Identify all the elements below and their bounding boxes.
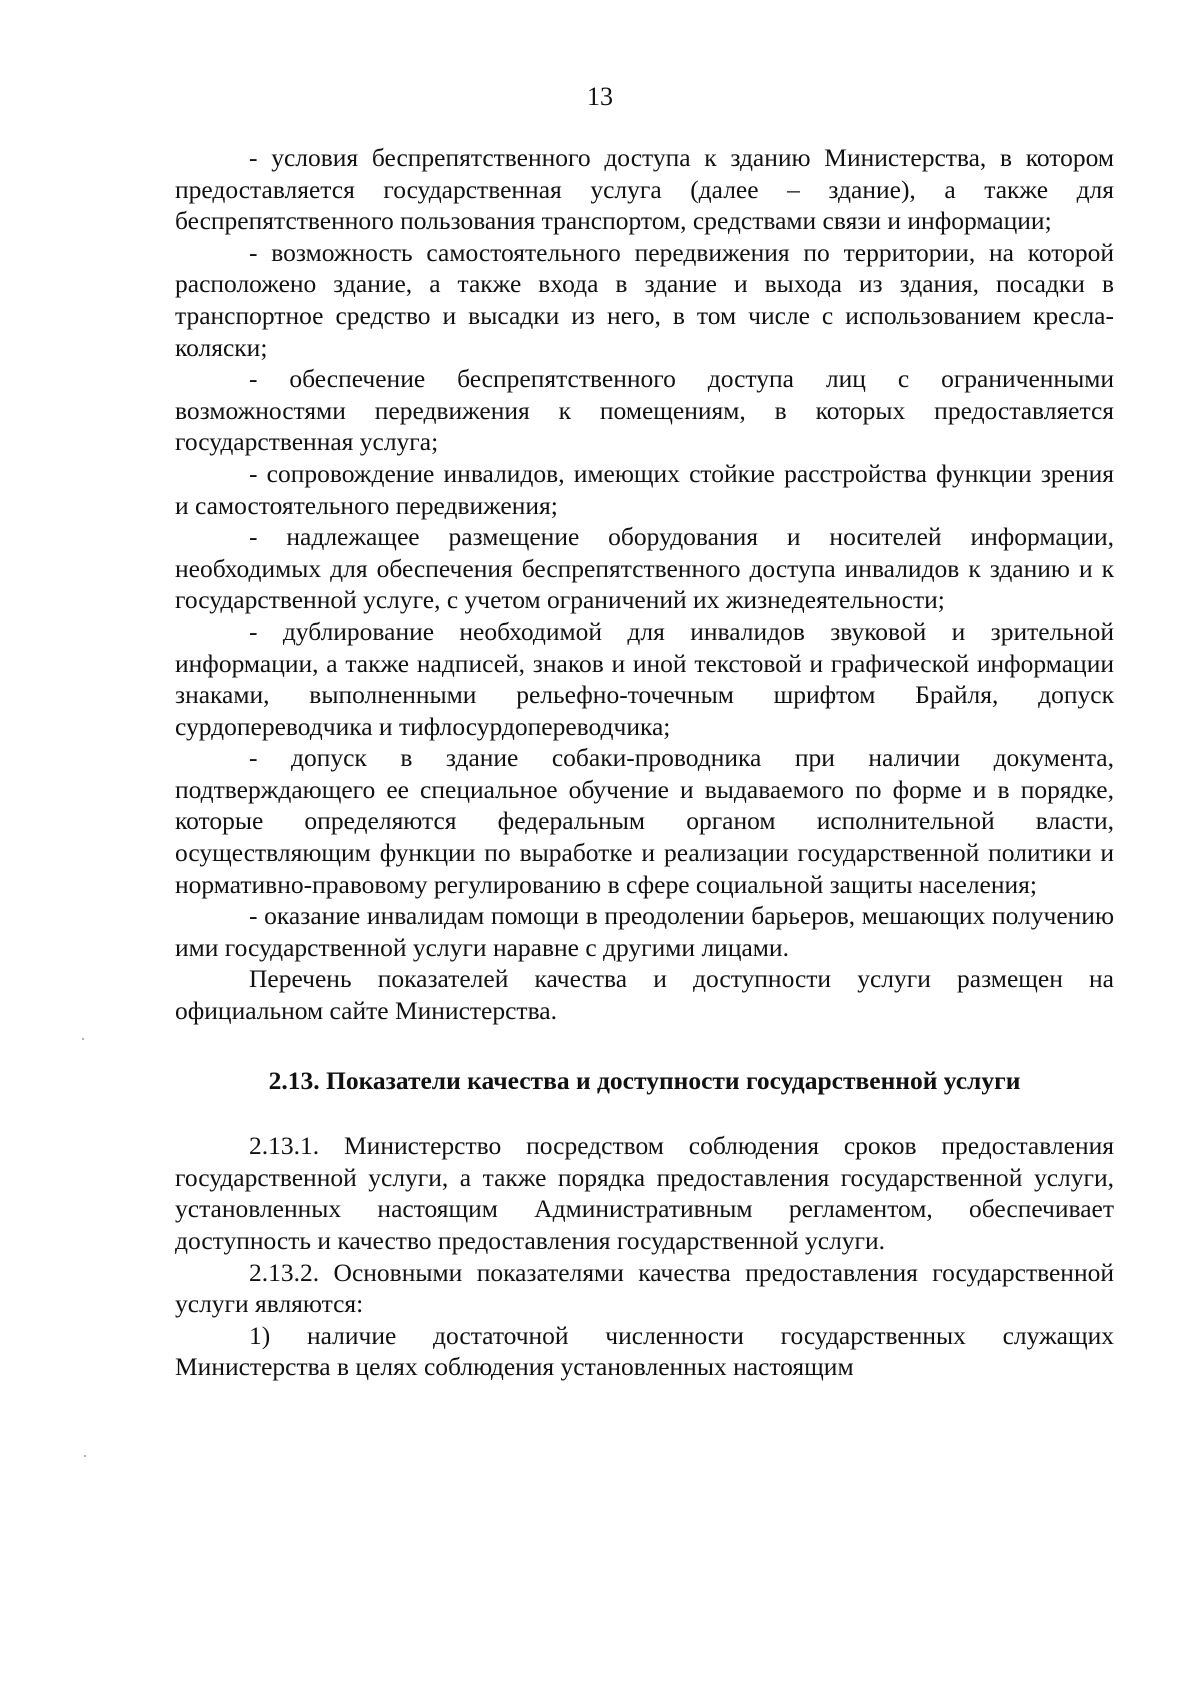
bullet-paragraph: - обеспечение беспрепятственного доступа лиц с ограниченными возможностями передвижения к помещениям, в которых предоставляется государственная услуга;: [175, 364, 1114, 457]
section-heading: 2.13. Показатели качества и доступности государственной услуги: [268, 1065, 1021, 1095]
bullet-paragraph: - надлежащее размещение оборудования и носителей информации, необходимых для обеспечения беспрепятственного доступа инвалидов к зданию и к государственной услуге, с учетом ограничений их жизнедеятельности;: [175, 522, 1114, 615]
scan-speck: [82, 1038, 84, 1040]
bullet-paragraph: - оказание инвалидам помощи в преодолении барьеров, мешающих получению ими государственной услуги наравне с другими лицами.: [175, 901, 1114, 962]
page-number: 13: [587, 82, 613, 111]
clause-paragraph: 2.13.1. Министерство посредством соблюдения сроков предоставления государственной услуги, а также порядка предоставления государственной услуги, установленных настоящим Административным регламентом, обеспечивает доступность и качество предоставления государственной услуги.: [175, 1131, 1114, 1255]
bullet-paragraph: - дублирование необходимой для инвалидов звуковой и зрительной информации, а также надписей, знаков и иной текстовой и графической информации знаками, выполненными рельефно-точечным шрифтом Брайля, допуск сурдопереводчика и тифлосурдопереводчика;: [175, 616, 1114, 741]
bullet-paragraph: - допуск в здание собаки-проводника при наличии документа, подтверждающего ее специальное обучение и выдаваемого по форме и в порядке, которые определяются федеральным органом исполнительной власти, осуществляющим функции по выработке и реализации государственной политики и нормативно-правовому регулированию в сфере социальной защиты населения;: [175, 743, 1114, 899]
bullet-paragraph: - сопровождение инвалидов, имеющих стойкие расстройства функции зрения и самостоятельного передвижения;: [175, 458, 1114, 520]
bullet-paragraph: - условия беспрепятственного доступа к зданию Министерства, в котором предоставляется государственная услуга (далее – здание), а также для беспрепятственного пользования транспортом, средствами связи и информации;: [175, 143, 1114, 236]
clause-paragraph: 2.13.2. Основными показателями качества предоставления государственной услуги являются:: [175, 1257, 1114, 1319]
list-item-paragraph: 1) наличие достаточной численности государственных служащих Министерства в целях соблюдения установленных настоящим: [175, 1320, 1114, 1382]
document-body: [175, 142, 1114, 1383]
body-paragraph: Перечень показателей качества и доступности услуги размещен на официальном сайте Министерства.: [175, 964, 1114, 1026]
bullet-paragraph: - возможность самостоятельного передвижения по территории, на которой расположено здание, а также входа в здание и выхода из здания, посадки в транспортное средство и высадки из него, в том числе с использованием кресла-коляски;: [175, 237, 1114, 362]
scan-speck: [84, 1455, 86, 1457]
